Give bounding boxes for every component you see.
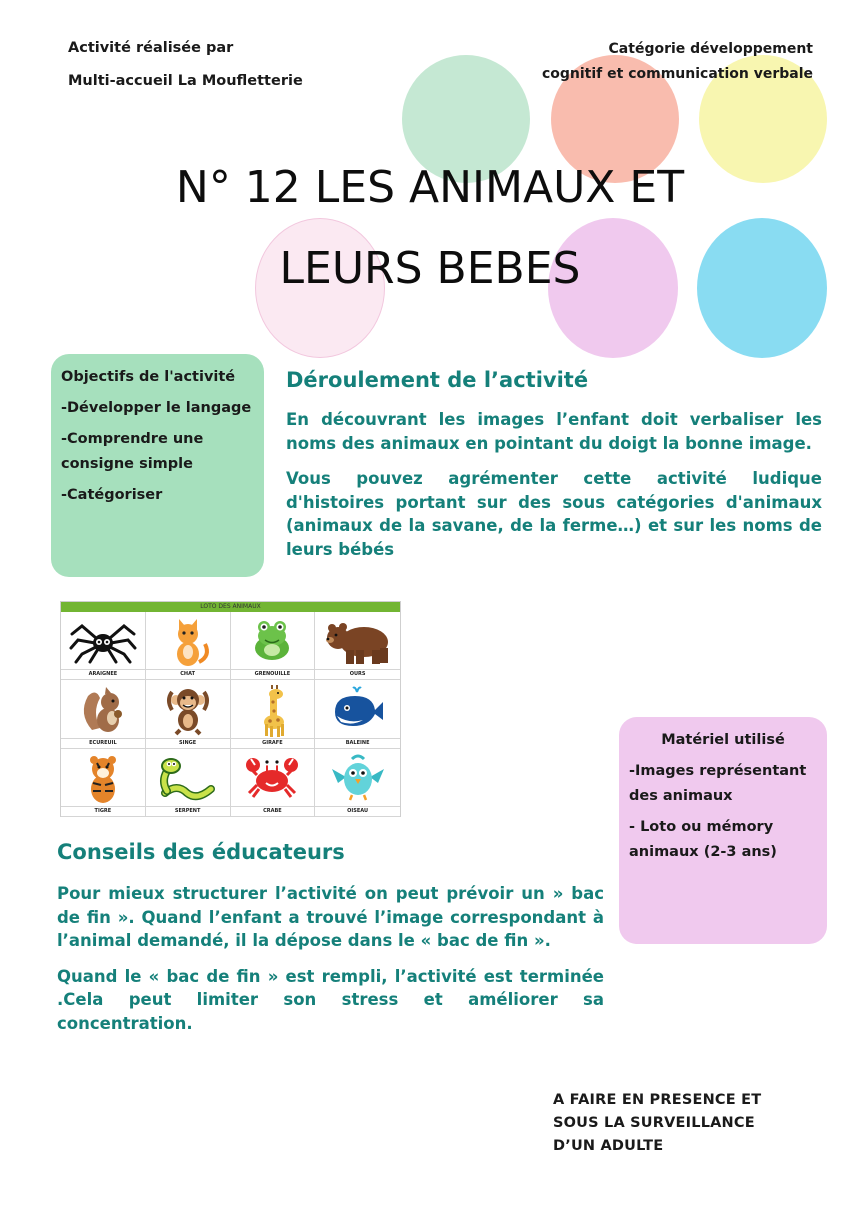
material-item: -Images représentant des animaux	[629, 763, 807, 804]
loto-label: SERPENT	[146, 806, 230, 815]
whale-icon	[329, 684, 387, 730]
loto-label: OISEAU	[315, 806, 400, 815]
safety-line: SOUS LA SURVEILLANCE	[553, 1115, 755, 1131]
materials-title: Matériel utilisé	[661, 732, 785, 748]
loto-label: BALEINE	[315, 738, 400, 747]
cat-icon	[163, 616, 213, 668]
safety-line: D’UN ADULTE	[553, 1138, 664, 1154]
loto-label: GRENOUILLE	[231, 669, 315, 678]
objectives-title: Objectifs de l'activité	[61, 369, 236, 385]
loto-cell	[61, 680, 146, 748]
loto-label: GIRAFE	[231, 738, 315, 747]
bird-icon	[330, 753, 386, 803]
crab-icon	[243, 753, 301, 799]
conseils-paragraph: Pour mieux structurer l’activité on peut prévoir un » bac de fin ». Quand l’enfant a trouvé l’image correspondant à l’animal demandé, il la dépose dans le « bac de fin ».	[57, 884, 604, 950]
bear-icon	[322, 616, 394, 668]
objective-item: -Comprendre une consigne simple	[61, 431, 204, 472]
deroulement-paragraph: Vous pouvez agrémenter cette activité ludique d'histoires portant sur des sous catégories d'animaux (animaux de la savane, de la ferme…) et sur les noms de leurs bébés	[286, 469, 822, 559]
loto-label: ARAIGNEE	[61, 669, 145, 678]
frog-icon	[247, 616, 297, 664]
loto-cell	[315, 612, 400, 680]
safety-line: A FAIRE EN PRESENCE ET	[553, 1092, 762, 1108]
deroulement-heading: Déroulement de l’activité	[286, 368, 589, 392]
loto-label: ECUREUIL	[61, 738, 145, 747]
deroulement-paragraph: En découvrant les images l’enfant doit verbaliser les noms des animaux en pointant du doigt la bonne image.	[286, 410, 822, 453]
loto-title: LOTO DES ANIMAUX	[61, 602, 400, 612]
snake-icon	[157, 753, 219, 801]
loto-cell	[146, 680, 231, 748]
loto-cell	[231, 612, 316, 680]
loto-label: CRABE	[231, 806, 315, 815]
squirrel-icon	[78, 684, 128, 736]
loto-cell	[315, 749, 400, 817]
objectives-box	[51, 354, 264, 577]
spider-icon	[68, 616, 138, 666]
giraffe-icon	[252, 684, 292, 738]
loto-cell	[146, 612, 231, 680]
conseils-section	[57, 838, 604, 1047]
title-line1: N° 12 LES ANIMAUX ET	[175, 162, 685, 213]
conseils-heading: Conseils des éducateurs	[57, 840, 345, 864]
material-item: - Loto ou mémory animaux (2-3 ans)	[629, 819, 777, 860]
author-block	[68, 38, 303, 91]
loto-label: CHAT	[146, 669, 230, 678]
title-line2: LEURS BEBES	[279, 243, 581, 294]
loto-label: OURS	[315, 669, 400, 678]
tiger-icon	[81, 753, 125, 805]
author-name: Multi-accueil La Moufletterie	[68, 73, 303, 89]
page-title	[100, 158, 760, 299]
category-line2: cognitif et communication verbale	[541, 66, 813, 82]
monkey-icon	[162, 684, 214, 736]
objective-item: -Développer le langage	[61, 400, 252, 416]
loto-cell	[61, 612, 146, 680]
loto-cell	[315, 680, 400, 748]
conseils-paragraph: Quand le « bac de fin » est rempli, l’activité est terminée .Cela peut limiter son stress et améliorer sa concentration.	[57, 966, 604, 1033]
deroulement-section	[286, 366, 822, 573]
category-line1: Catégorie développement	[608, 41, 813, 57]
loto-animals-image	[60, 601, 401, 817]
loto-label: TIGRE	[61, 806, 145, 815]
author-label: Activité réalisée par	[68, 40, 234, 56]
loto-label: SINGE	[146, 738, 230, 747]
category-block	[542, 37, 813, 87]
materials-box	[619, 717, 827, 944]
loto-cell	[61, 749, 146, 817]
loto-cell	[231, 680, 316, 748]
loto-cell	[146, 749, 231, 817]
loto-cell	[231, 749, 316, 817]
objective-item: -Catégoriser	[61, 487, 163, 503]
safety-note	[553, 1089, 761, 1158]
